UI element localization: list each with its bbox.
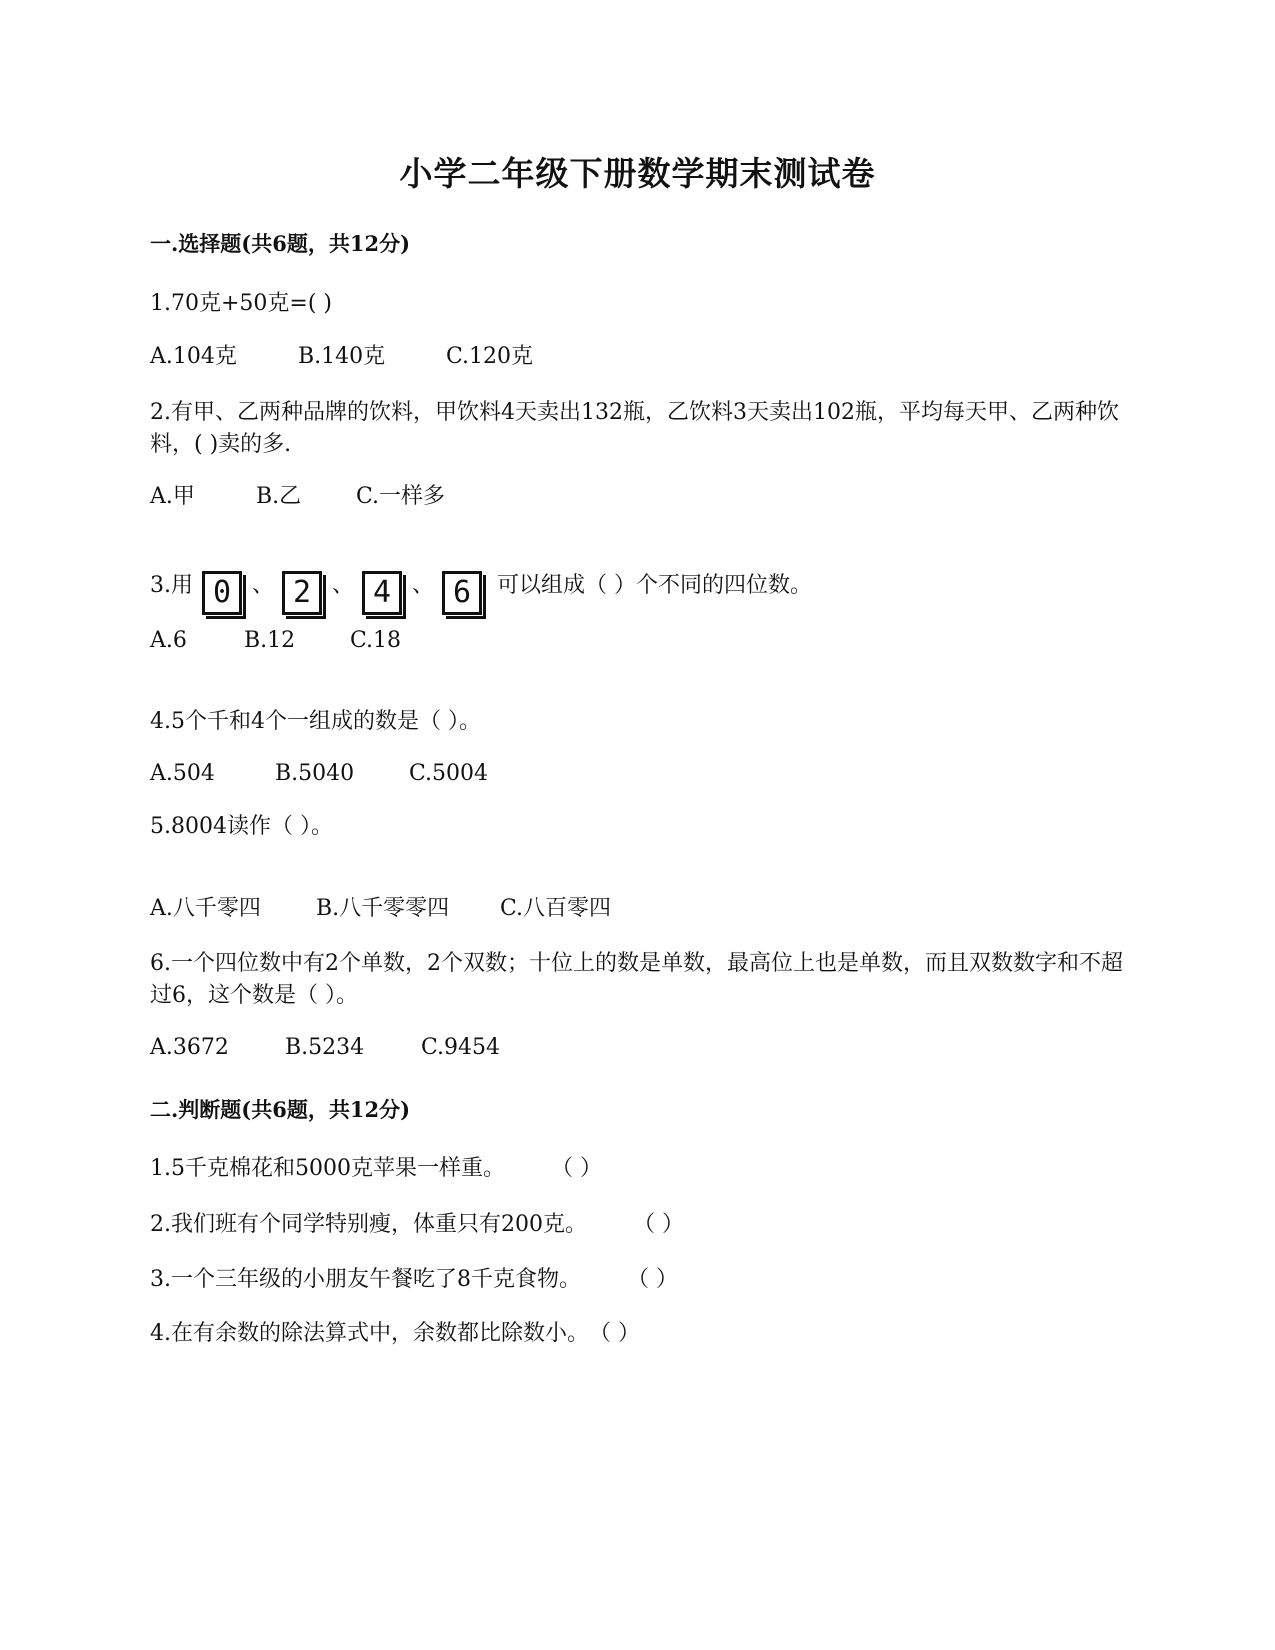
answer-blank: （ ） xyxy=(589,1321,640,1346)
judgement-item-1 xyxy=(150,1153,602,1185)
option-c: C.9454 xyxy=(421,1035,501,1060)
option-c: C.120克 xyxy=(446,344,534,369)
option-b: B.140克 xyxy=(298,344,386,369)
option-c: C.八百零四 xyxy=(500,896,612,921)
judgement-text: 4.在有余数的除法算式中，余数都比除数小。 xyxy=(150,1321,589,1346)
answer-blank: （ ） xyxy=(627,1267,678,1292)
page-title: 小学二年级下册数学期末测试卷 xyxy=(399,154,876,193)
judgement-text: 3.一个三年级的小朋友午餐吃了8千克食物。 xyxy=(150,1267,581,1292)
option-c: C.一样多 xyxy=(356,484,446,509)
question-3-suffix: 可以组成（ ）个不同的四位数。 xyxy=(497,573,813,598)
option-b: B.5234 xyxy=(285,1035,365,1060)
option-b: B.5040 xyxy=(275,761,355,786)
judgement-item-3 xyxy=(150,1264,678,1296)
option-c: C.5004 xyxy=(409,761,489,786)
option-a: A.104克 xyxy=(150,344,237,369)
option-b: B.12 xyxy=(244,628,296,653)
judgement-text: 1.5千克棉花和5000克苹果一样重。 xyxy=(150,1156,505,1181)
digit-card-2: 2 xyxy=(282,571,322,615)
question-2: 2.有甲、乙两种品牌的饮料，甲饮料4天卖出132瓶，乙饮料3天卖出102瓶，平均每天甲、乙两种饮料，( )卖的多. xyxy=(150,400,1119,457)
question-6: 6.一个四位数中有2个单数，2个双数；十位上的数是单数，最高位上也是单数，而且双数数字和不超过6，这个数是（ ）。 xyxy=(150,951,1123,1008)
judgement-item-4 xyxy=(150,1318,640,1350)
digit-card-4: 4 xyxy=(362,571,402,615)
option-a: A.3672 xyxy=(150,1035,229,1060)
option-c: C.18 xyxy=(350,628,402,653)
option-a: A.6 xyxy=(150,628,187,653)
options-q3 xyxy=(150,625,401,657)
question-3-prefix: 3.用 xyxy=(150,573,193,598)
judgement-text: 2.我们班有个同学特别瘦，体重只有200克。 xyxy=(150,1212,587,1237)
option-b: B.八千零零四 xyxy=(316,896,450,921)
options-q5 xyxy=(150,893,611,925)
options-q6 xyxy=(150,1032,500,1064)
options-q4 xyxy=(150,758,488,790)
judgement-item-2 xyxy=(150,1209,684,1241)
question-1: 1.70克+50克=( ) xyxy=(150,291,333,316)
option-a: A.甲 xyxy=(150,484,195,509)
separator: 、 xyxy=(252,573,275,598)
option-a: A.八千零四 xyxy=(150,896,261,921)
option-a: A.504 xyxy=(150,761,215,786)
answer-blank: （ ） xyxy=(550,1156,602,1181)
section-heading-judgement: 二.判断题(共6题，共12分) xyxy=(150,1097,411,1122)
separator: 、 xyxy=(412,573,435,598)
question-3 xyxy=(150,570,812,615)
section-heading-choice: 一.选择题(共6题，共12分) xyxy=(150,231,411,256)
digit-card-6: 6 xyxy=(442,571,482,615)
question-4: 4.5个千和4个一组成的数是（ ）。 xyxy=(150,709,481,734)
option-b: B.乙 xyxy=(256,484,302,509)
options-q1 xyxy=(150,341,533,373)
options-q2 xyxy=(150,481,445,513)
separator: 、 xyxy=(332,573,355,598)
answer-blank: （ ） xyxy=(632,1212,684,1237)
digit-card-0: 0 xyxy=(202,571,242,615)
question-5: 5.8004读作（ ）。 xyxy=(150,814,333,839)
